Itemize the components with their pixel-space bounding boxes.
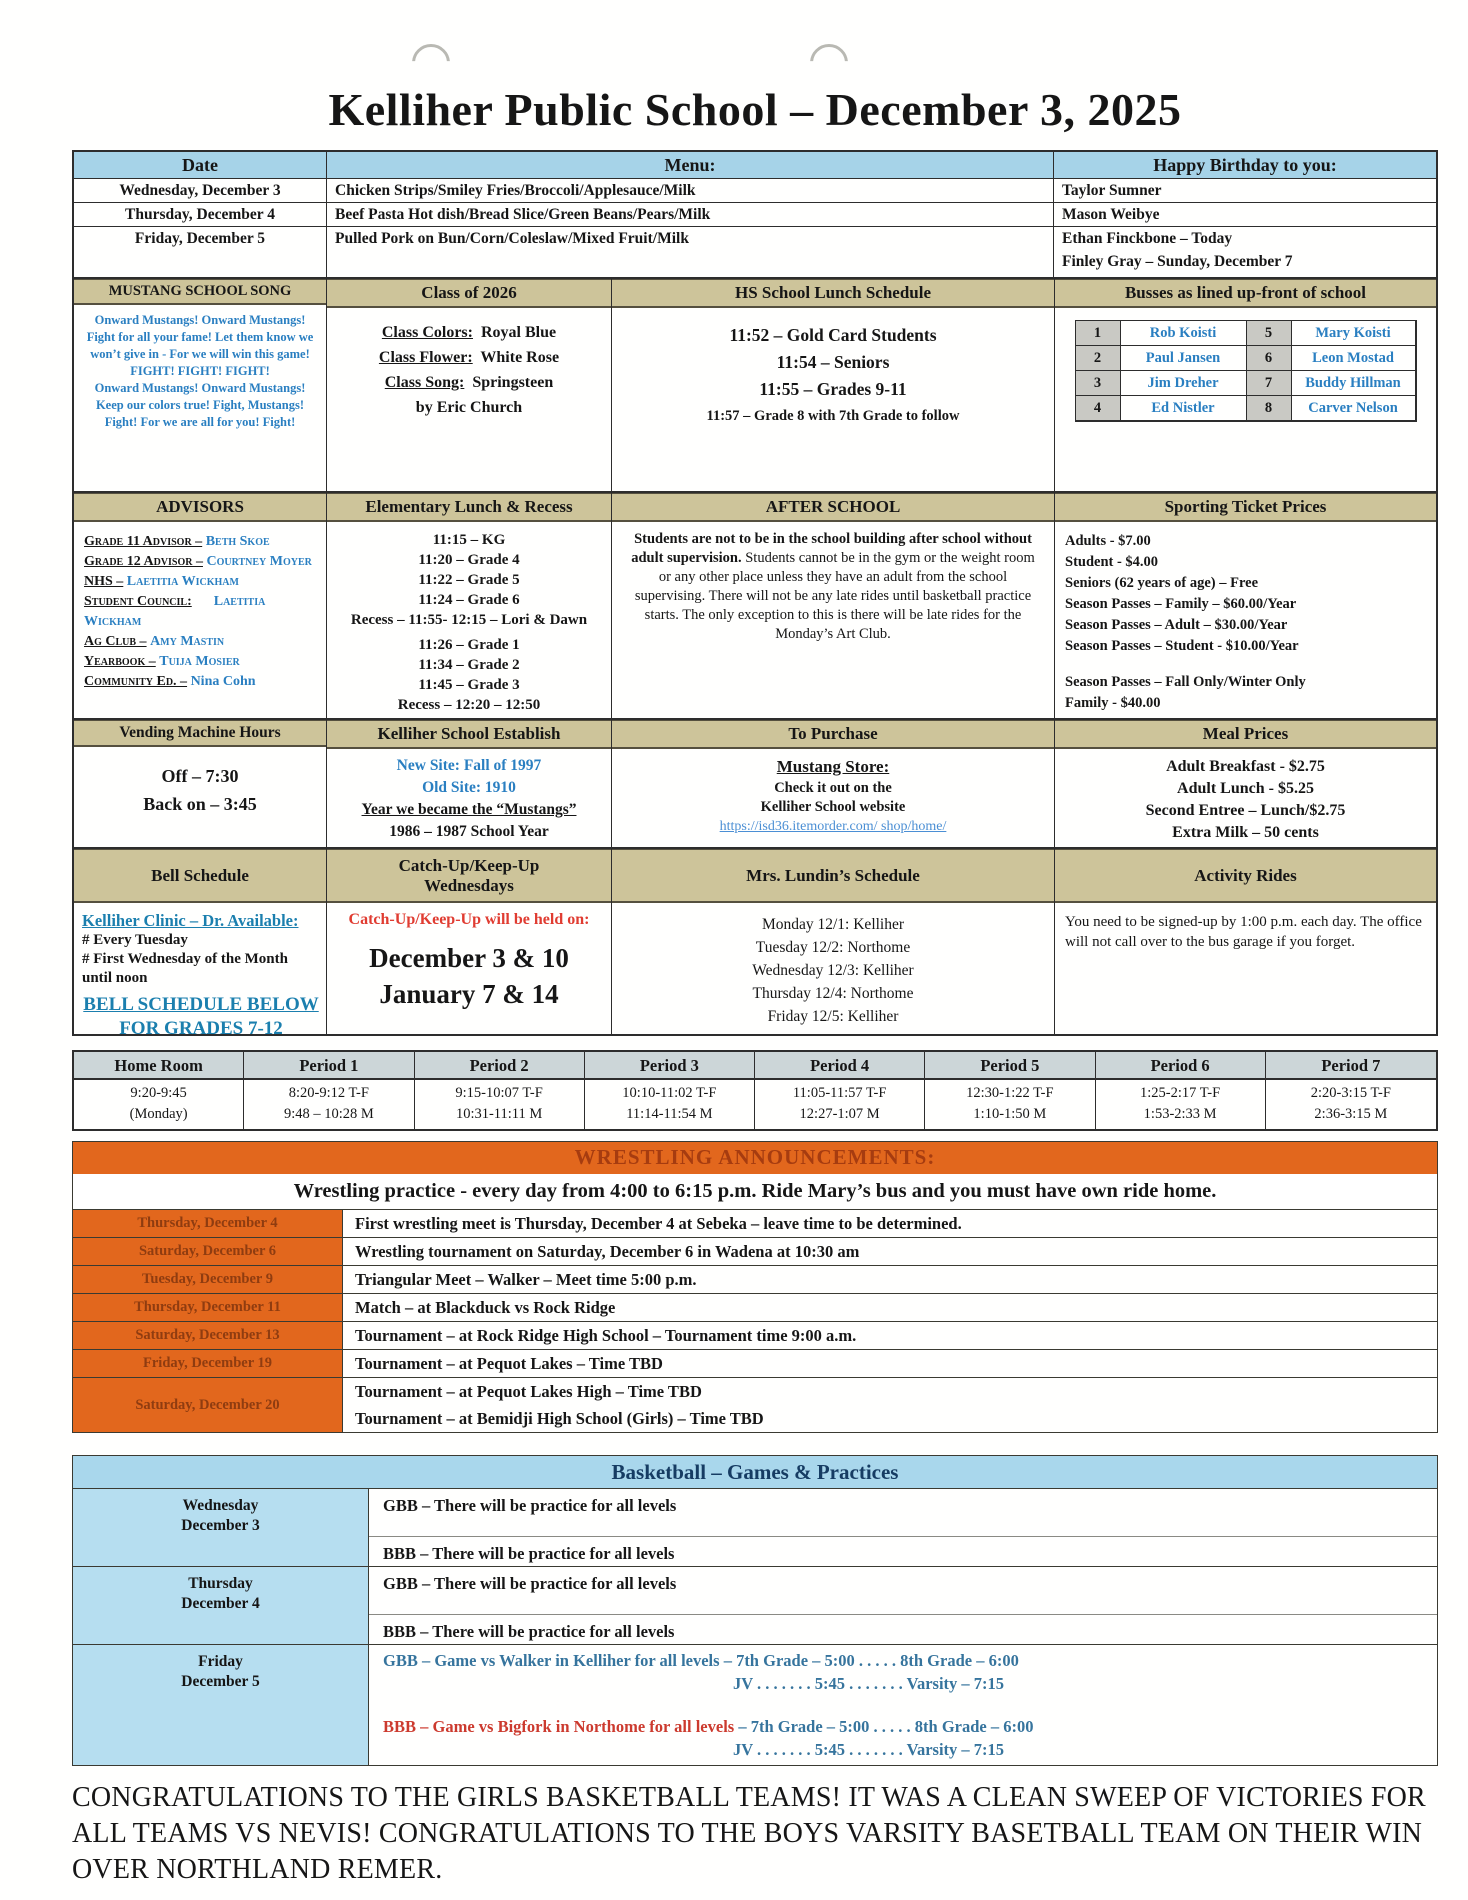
wrestling-row (73, 1350, 1437, 1378)
activity-rides-section (1055, 849, 1436, 1034)
period-times (244, 1080, 413, 1129)
period-column (415, 1052, 585, 1129)
ticket-price-line: Student - $4.00 (1065, 554, 1159, 570)
menu-row-birthday: Mason Weibye (1054, 203, 1436, 227)
basketball-day-details (369, 1489, 1437, 1566)
mustangs-year-label: Year we became the “Mustangs” (361, 801, 577, 818)
advisor-name: Laetitia Wickham (126, 574, 239, 589)
song-line: Onward Mustangs! Onward Mustangs! (94, 381, 306, 395)
bbb-game-blue-text: – 7th Grade – 5:00 . . . . . 8th Grade – 6:00 (734, 1717, 1034, 1736)
advisor-item (84, 532, 322, 552)
period-time-m: 1:10-1:50 M (973, 1106, 1047, 1122)
school-song-section (74, 279, 327, 491)
basketball-day-line: December 5 (181, 1673, 260, 1690)
catch-up-dates: January 7 & 14 (379, 979, 559, 1009)
row-divider (369, 1521, 1437, 1537)
advisors-list (74, 522, 326, 692)
period-header: Home Room (74, 1052, 243, 1080)
elementary-lunch-section (327, 493, 612, 718)
hole-punch-icon (412, 44, 450, 82)
after-school-header: AFTER SCHOOL (612, 493, 1054, 522)
wrestling-row (73, 1378, 1437, 1432)
establish-header: Kelliher School Establish (327, 720, 611, 749)
meal-prices-header: Meal Prices (1055, 720, 1436, 749)
advisor-label: Grade 12 Advisor – (84, 554, 203, 569)
lundin-schedule-header-text: Mrs. Lundin’s Schedule (746, 865, 920, 885)
period-time-tf: 12:30-1:22 T-F (966, 1085, 1054, 1101)
song-line: Fight! For we are all for you! Fight! (104, 415, 296, 429)
gbb-line: GBB – There will be practice for all levels (383, 1574, 677, 1593)
period-time-m: 1:53-2:33 M (1143, 1106, 1217, 1122)
bbb-game-line (383, 1715, 1437, 1738)
wrestling-event: Tournament – at Rock Ridge High School – Tournament time 9:00 a.m. (355, 1326, 857, 1345)
vending-section (74, 720, 327, 847)
bus-driver: Buddy Hillman (1292, 371, 1416, 396)
period-time-m: 12:27-1:07 M (799, 1106, 880, 1122)
basketball-day-details (369, 1645, 1437, 1765)
advisor-item (84, 632, 322, 652)
bbb-game-red-text: BBB – Game vs Bigfork in Northome for all levels (383, 1717, 735, 1736)
ticket-price-line: Seniors (62 years of age) – Free (1065, 575, 1259, 591)
clinic-item: # Every Tuesday (82, 932, 188, 948)
period-header: Period 7 (1266, 1052, 1436, 1080)
gbb-line: GBB – There will be practice for all levels (383, 1496, 677, 1515)
class-flower-value: White Rose (480, 349, 560, 366)
advisor-item (84, 572, 322, 592)
purchase-line: Check it out on the (774, 780, 892, 796)
lundin-day-line: Wednesday 12/3: Kelliher (752, 962, 914, 979)
bell-schedule-section (74, 849, 327, 1034)
wrestling-event: Tournament – at Pequot Lakes – Time TBD (355, 1354, 663, 1373)
period-column (74, 1052, 244, 1129)
old-site-line: Old Site: 1910 (422, 779, 516, 796)
basketball-day (73, 1645, 369, 1765)
period-column (585, 1052, 755, 1129)
ticket-price-line: Season Passes – Adult – $30.00/Year (1065, 617, 1288, 633)
purchase-section (612, 720, 1055, 847)
ticket-price-line: Adults - $7.00 (1065, 533, 1151, 549)
basketball-day-line: Friday (198, 1653, 243, 1670)
menu-row-date: Thursday, December 4 (74, 203, 327, 227)
advisor-label: NHS – (84, 574, 124, 589)
elementary-line: 11:45 – Grade 3 (418, 677, 520, 693)
basketball-day (73, 1567, 369, 1644)
period-header: Period 5 (925, 1052, 1094, 1080)
catch-up-body (327, 911, 611, 1010)
elementary-line: 11:26 – Grade 1 (418, 637, 520, 653)
lundin-schedule-section (612, 849, 1055, 1034)
row-divider (369, 1599, 1437, 1615)
bell-schedule-note-line: BELL SCHEDULE BELOW (83, 994, 319, 1015)
meal-prices-body (1055, 749, 1436, 844)
menu-row-birthday (1054, 227, 1436, 277)
busses-section (1055, 279, 1436, 491)
vending-header: Vending Machine Hours (74, 720, 326, 747)
wrestling-event-line: Tournament – at Bemidji High School (Girls) – Time TBD (355, 1409, 764, 1428)
bus-driver: Rob Koisti (1121, 321, 1247, 346)
ticket-price-line: Season Passes – Student - $10.00/Year (1065, 638, 1299, 654)
wrestling-row (73, 1294, 1437, 1322)
newsletter-content (72, 82, 1438, 1888)
class-flower-line (327, 345, 611, 370)
purchase-body (612, 749, 1054, 837)
advisor-name: Laetitia Wickham (84, 594, 266, 629)
song-line: FIGHT! FIGHT! FIGHT! (130, 364, 270, 378)
class-of-2026-body (327, 308, 611, 420)
period-schedule-table (72, 1050, 1438, 1131)
basketball-day (73, 1489, 369, 1566)
birthday-column-header: Happy Birthday to you: (1054, 152, 1436, 179)
busses-header: Busses as lined up-front of school (1055, 279, 1436, 308)
basketball-day-line: December 4 (181, 1595, 260, 1612)
info-band-1 (72, 279, 1438, 493)
menu-row-menu: Pulled Pork on Bun/Corn/Coleslaw/Mixed Fruit/Milk (327, 227, 1054, 277)
wrestling-row (73, 1210, 1437, 1238)
elementary-line: 11:20 – Grade 4 (418, 552, 520, 568)
info-band-4 (72, 849, 1438, 1036)
class-of-2026-section (327, 279, 612, 491)
elementary-lunch-header: Elementary Lunch & Recess (327, 493, 611, 522)
period-column (1096, 1052, 1266, 1129)
class-song-value: Springsteen (472, 374, 554, 391)
basketball-day-line: Wednesday (182, 1497, 259, 1514)
period-times (1266, 1080, 1436, 1129)
hs-lunch-header: HS School Lunch Schedule (612, 279, 1054, 308)
page-title: Kelliher Public School – December 3, 2025 (328, 84, 1182, 135)
period-times (1096, 1080, 1265, 1129)
elementary-line: 11:15 – KG (432, 532, 506, 548)
spacer (383, 1695, 1437, 1715)
activity-rides-text: You need to be signed-up by 1:00 p.m. each day. The office will not call over to the bus garage if you forget. (1065, 914, 1422, 950)
clinic-item: # First Wednesday of the Month until noon (82, 951, 288, 986)
bus-number: 5 (1247, 321, 1292, 346)
ticket-price-line: Season Passes – Family – $60.00/Year (1065, 596, 1297, 612)
bbb-line: BBB – There will be practice for all levels (383, 1544, 675, 1563)
meal-prices-section (1055, 720, 1436, 847)
school-song-header: MUSTANG SCHOOL SONG (74, 279, 326, 305)
wrestling-event: Wrestling tournament on Saturday, December 6 in Wadena at 10:30 am (355, 1242, 860, 1261)
advisor-name: Nina Cohn (190, 674, 256, 689)
meal-price-line: Second Entree – Lunch/$2.75 (1145, 802, 1346, 819)
catch-up-dates: December 3 & 10 (369, 943, 569, 973)
hs-lunch-line: 11:57 – Grade 8 with 7th Grade to follow (706, 408, 960, 424)
bus-lineup-table (1075, 320, 1417, 422)
lundin-day-line: Thursday 12/4: Northome (752, 985, 914, 1002)
menu-row-menu: Chicken Strips/Smiley Fries/Broccoli/Applesauce/Milk (327, 179, 1054, 203)
congratulations-text: CONGRATULATIONS TO THE GIRLS BASKETBALL TEAMS! IT WAS A CLEAN SWEEP OF VICTORIES FOR ALL TEAMS VS NEVIS! CONGRATULATIONS TO THE BOYS VARSITY BASETBALL TEAM ON THEIR WIN OVER NORTHLAND REMER. (72, 1782, 1426, 1885)
period-time-m: 11:14-11:54 M (626, 1106, 713, 1122)
wrestling-date: Friday, December 19 (73, 1350, 343, 1377)
wrestling-date: Saturday, December 13 (73, 1322, 343, 1349)
elementary-line: 11:34 – Grade 2 (418, 657, 520, 673)
basketball-day-line: Thursday (188, 1575, 253, 1592)
ticket-price-line: Season Passes – Fall Only/Winter Only (1065, 674, 1306, 690)
period-header: Period 2 (415, 1052, 584, 1080)
hs-lunch-body (612, 308, 1054, 430)
purchase-line: Kelliher School website (760, 799, 906, 815)
lundin-schedule-header (612, 849, 1054, 903)
hs-lunch-section (612, 279, 1055, 491)
period-times (755, 1080, 924, 1129)
wrestling-row (73, 1266, 1437, 1294)
bbb-times-line: JV . . . . . . . 5:45 . . . . . . . Varsity – 7:15 (733, 1740, 1005, 1759)
bus-number: 2 (1076, 346, 1121, 371)
wrestling-event-line: Tournament – at Pequot Lakes High – Time TBD (355, 1382, 702, 1401)
bell-schedule-header-text: Bell Schedule (151, 865, 249, 885)
hs-lunch-line: 11:54 – Seniors (776, 352, 890, 372)
class-colors-label: Class Colors: (381, 324, 473, 341)
gbb-game-line: GBB – Game vs Walker in Kelliher for all levels – 7th Grade – 5:00 . . . . . 8th Grade – 6:00 (383, 1651, 1019, 1670)
class-of-2026-header: Class of 2026 (327, 279, 611, 308)
bus-number: 7 (1247, 371, 1292, 396)
vending-off-line: Off – 7:30 (161, 766, 239, 786)
catch-up-section (327, 849, 612, 1034)
song-line: won’t give in - For we will win this game! (90, 347, 310, 361)
sporting-tickets-section (1055, 493, 1436, 718)
sporting-tickets-header: Sporting Ticket Prices (1055, 493, 1436, 522)
after-school-bold-text: Students are not to be in the school building after school without adult supervision. (631, 531, 1032, 566)
hole-punch-icon (810, 44, 848, 82)
wrestling-event: Triangular Meet – Walker – Meet time 5:00 p.m. (355, 1270, 697, 1289)
meal-price-line: Adult Breakfast - $2.75 (1166, 758, 1325, 775)
advisor-label: Ag Club – (84, 634, 147, 649)
birthday-line: Finley Gray – Sunday, December 7 (1062, 253, 1293, 270)
info-band-3 (72, 720, 1438, 849)
establish-body (327, 749, 611, 843)
ticket-price-line: Family - $40.00 (1065, 695, 1161, 711)
bus-number: 4 (1076, 396, 1121, 421)
wrestling-date: Tuesday, December 9 (73, 1266, 343, 1293)
birthday-line: Ethan Finckbone – Today (1062, 230, 1233, 247)
info-band-2 (72, 493, 1438, 720)
basketball-header: Basketball – Games & Practices (73, 1456, 1437, 1489)
menu-row-birthday: Taylor Sumner (1054, 179, 1436, 203)
bus-driver: Jim Dreher (1121, 371, 1247, 396)
wrestling-row (73, 1238, 1437, 1266)
basketball-row (73, 1567, 1437, 1645)
hs-lunch-line: 11:52 – Gold Card Students (729, 325, 937, 345)
period-times (415, 1080, 584, 1129)
menu-row-menu: Beef Pasta Hot dish/Bread Slice/Green Beans/Pears/Milk (327, 203, 1054, 227)
basketball-row (73, 1645, 1437, 1765)
period-column (1266, 1052, 1436, 1129)
advisor-name: Beth Skoe (205, 534, 270, 549)
period-times (74, 1080, 243, 1129)
period-column (925, 1052, 1095, 1129)
school-song-lines (74, 305, 326, 431)
period-time-m: 2:36-3:15 M (1314, 1106, 1388, 1122)
song-line: Fight for all your fame! Let them know we (86, 330, 314, 344)
advisor-name: Tuija Mosier (159, 654, 240, 669)
basketball-section (72, 1455, 1438, 1766)
period-time-tf: 9:20-9:45 (130, 1085, 187, 1101)
lundin-day-line: Monday 12/1: Kelliher (761, 916, 905, 933)
advisor-name: Courtney Moyer (206, 554, 312, 569)
advisor-item (84, 652, 322, 672)
catch-up-notice: Catch-Up/Keep-Up will be held on: (348, 911, 590, 928)
period-time-tf: 11:05-11:57 T-F (792, 1085, 887, 1101)
advisor-name: Amy Mastin (150, 634, 225, 649)
meal-price-line: Extra Milk – 50 cents (1172, 824, 1319, 841)
period-time-tf: 10:10-11:02 T-F (622, 1085, 717, 1101)
mustang-store-label: Mustang Store: (776, 757, 890, 776)
vending-body (74, 747, 326, 818)
lundin-day-line: Friday 12/5: Kelliher (767, 1008, 899, 1025)
class-song-by: by Eric Church (415, 399, 523, 416)
vending-on-line: Back on – 3:45 (143, 794, 257, 814)
period-time-m: 10:31-11:11 M (455, 1106, 543, 1122)
class-song-label: Class Song: (384, 374, 465, 391)
clinic-availability-line: Kelliher Clinic – Dr. Available: (82, 911, 299, 930)
catch-up-header-line: Catch-Up/Keep-Up (398, 855, 540, 875)
activity-rides-header-text: Activity Rides (1194, 865, 1297, 885)
wrestling-date: Saturday, December 20 (73, 1378, 343, 1432)
bus-driver: Leon Mostad (1292, 346, 1416, 371)
bus-driver: Paul Jansen (1121, 346, 1247, 371)
basketball-day-line: December 3 (181, 1517, 260, 1534)
elementary-line: Recess – 11:55- 12:15 – Lori & Dawn (350, 612, 588, 628)
bus-number: 1 (1076, 321, 1121, 346)
period-time-tf: 2:20-3:15 T-F (1310, 1085, 1391, 1101)
hs-lunch-line: 11:55 – Grades 9-11 (759, 379, 907, 399)
period-time-m: (Monday) (129, 1106, 188, 1122)
wrestling-date: Thursday, December 11 (73, 1294, 343, 1321)
gbb-times-line: JV . . . . . . . 5:45 . . . . . . . Varsity – 7:15 (733, 1674, 1005, 1693)
class-colors-value: Royal Blue (480, 324, 557, 341)
after-school-rest-text: Students cannot be in the gym or the weight room or any other place unless they have an adult from the school supervising. There will not be any late rides until basketball practice starts. The only exception to this is there will be late rides for the Monday’s Art Club. (634, 550, 1035, 642)
period-times (925, 1080, 1094, 1129)
catch-up-header-line: Wednesdays (424, 875, 514, 895)
advisors-header: ADVISORS (74, 493, 326, 522)
bus-driver: Mary Koisti (1292, 321, 1416, 346)
period-time-tf: 1:25-2:17 T-F (1140, 1085, 1221, 1101)
bell-schedule-body (74, 903, 326, 1034)
wrestling-banner: WRESTLING ANNOUNCEMENTS: (73, 1142, 1437, 1174)
advisors-section (74, 493, 327, 718)
advisor-item (84, 552, 322, 572)
establish-section (327, 720, 612, 847)
period-header: Period 3 (585, 1052, 754, 1080)
song-line: Keep our colors true! Fight, Mustangs! (95, 398, 305, 412)
after-school-text (612, 522, 1054, 644)
sporting-tickets-body (1055, 522, 1436, 714)
elementary-line: 11:24 – Grade 6 (418, 592, 520, 608)
bus-number: 6 (1247, 346, 1292, 371)
advisor-label: Student Council: (84, 594, 192, 609)
basketball-day-details (369, 1567, 1437, 1644)
period-time-m: 9:48 – 10:28 M (283, 1106, 374, 1122)
date-column-header: Date (74, 152, 327, 179)
advisor-label: Community Ed. – (84, 674, 188, 689)
elementary-line: Recess – 12:20 – 12:50 (397, 697, 541, 713)
period-time-tf: 9:15-10:07 T-F (455, 1085, 543, 1101)
basketball-row (73, 1489, 1437, 1567)
song-line: Onward Mustangs! Onward Mustangs! (94, 313, 306, 327)
class-flower-label: Class Flower: (378, 349, 473, 366)
lundin-day-line: Tuesday 12/2: Northome (755, 939, 911, 956)
bell-schedule-header (74, 849, 326, 903)
wrestling-practice-line: Wrestling practice - every day from 4:00 to 6:15 p.m. Ride Mary’s bus and you must have own ride home. (73, 1174, 1437, 1210)
class-colors-line (327, 320, 611, 345)
menu-column-header: Menu: (327, 152, 1054, 179)
bell-schedule-note-line: FOR GRADES 7-12 (119, 1018, 283, 1034)
period-times (585, 1080, 754, 1129)
new-site-line: New Site: Fall of 1997 (396, 757, 542, 774)
bus-number: 3 (1076, 371, 1121, 396)
activity-rides-header (1055, 849, 1436, 903)
elementary-line: 11:22 – Grade 5 (418, 572, 520, 588)
mustang-store-link[interactable]: https://isd36.itemorder.com/ shop/home/ (719, 819, 947, 834)
elementary-lunch-body (327, 522, 611, 715)
wrestling-event (343, 1378, 1437, 1432)
mustangs-year-value: 1986 – 1987 School Year (389, 823, 549, 840)
purchase-header: To Purchase (612, 720, 1054, 749)
lundin-schedule-body (612, 903, 1054, 1028)
period-header: Period 1 (244, 1052, 413, 1080)
wrestling-event: First wrestling meet is Thursday, December 4 at Sebeka – leave time to be determined. (355, 1214, 962, 1233)
advisor-item (84, 592, 322, 632)
wrestling-date: Thursday, December 4 (73, 1210, 343, 1237)
menu-row-date: Friday, December 5 (74, 227, 327, 277)
wrestling-event: Match – at Blackduck vs Rock Ridge (355, 1298, 616, 1317)
period-header: Period 4 (755, 1052, 924, 1080)
bus-driver: Ed Nistler (1121, 396, 1247, 421)
menu-row-date: Wednesday, December 3 (74, 179, 327, 203)
catch-up-header (327, 849, 611, 903)
bus-driver: Carver Nelson (1292, 396, 1416, 421)
period-time-tf: 8:20-9:12 T-F (288, 1085, 369, 1101)
wrestling-section (72, 1141, 1438, 1433)
after-school-section (612, 493, 1055, 718)
bbb-line: BBB – There will be practice for all levels (383, 1622, 675, 1641)
advisor-item (84, 672, 322, 692)
class-song-line (327, 370, 611, 395)
menu-table (72, 150, 1438, 279)
wrestling-date: Saturday, December 6 (73, 1238, 343, 1265)
period-column (755, 1052, 925, 1129)
advisor-label: Grade 11 Advisor – (84, 534, 203, 549)
meal-price-line: Adult Lunch - $5.25 (1177, 780, 1314, 797)
period-header: Period 6 (1096, 1052, 1265, 1080)
bus-number: 8 (1247, 396, 1292, 421)
wrestling-row (73, 1322, 1437, 1350)
advisor-label: Yearbook – (84, 654, 156, 669)
period-column (244, 1052, 414, 1129)
